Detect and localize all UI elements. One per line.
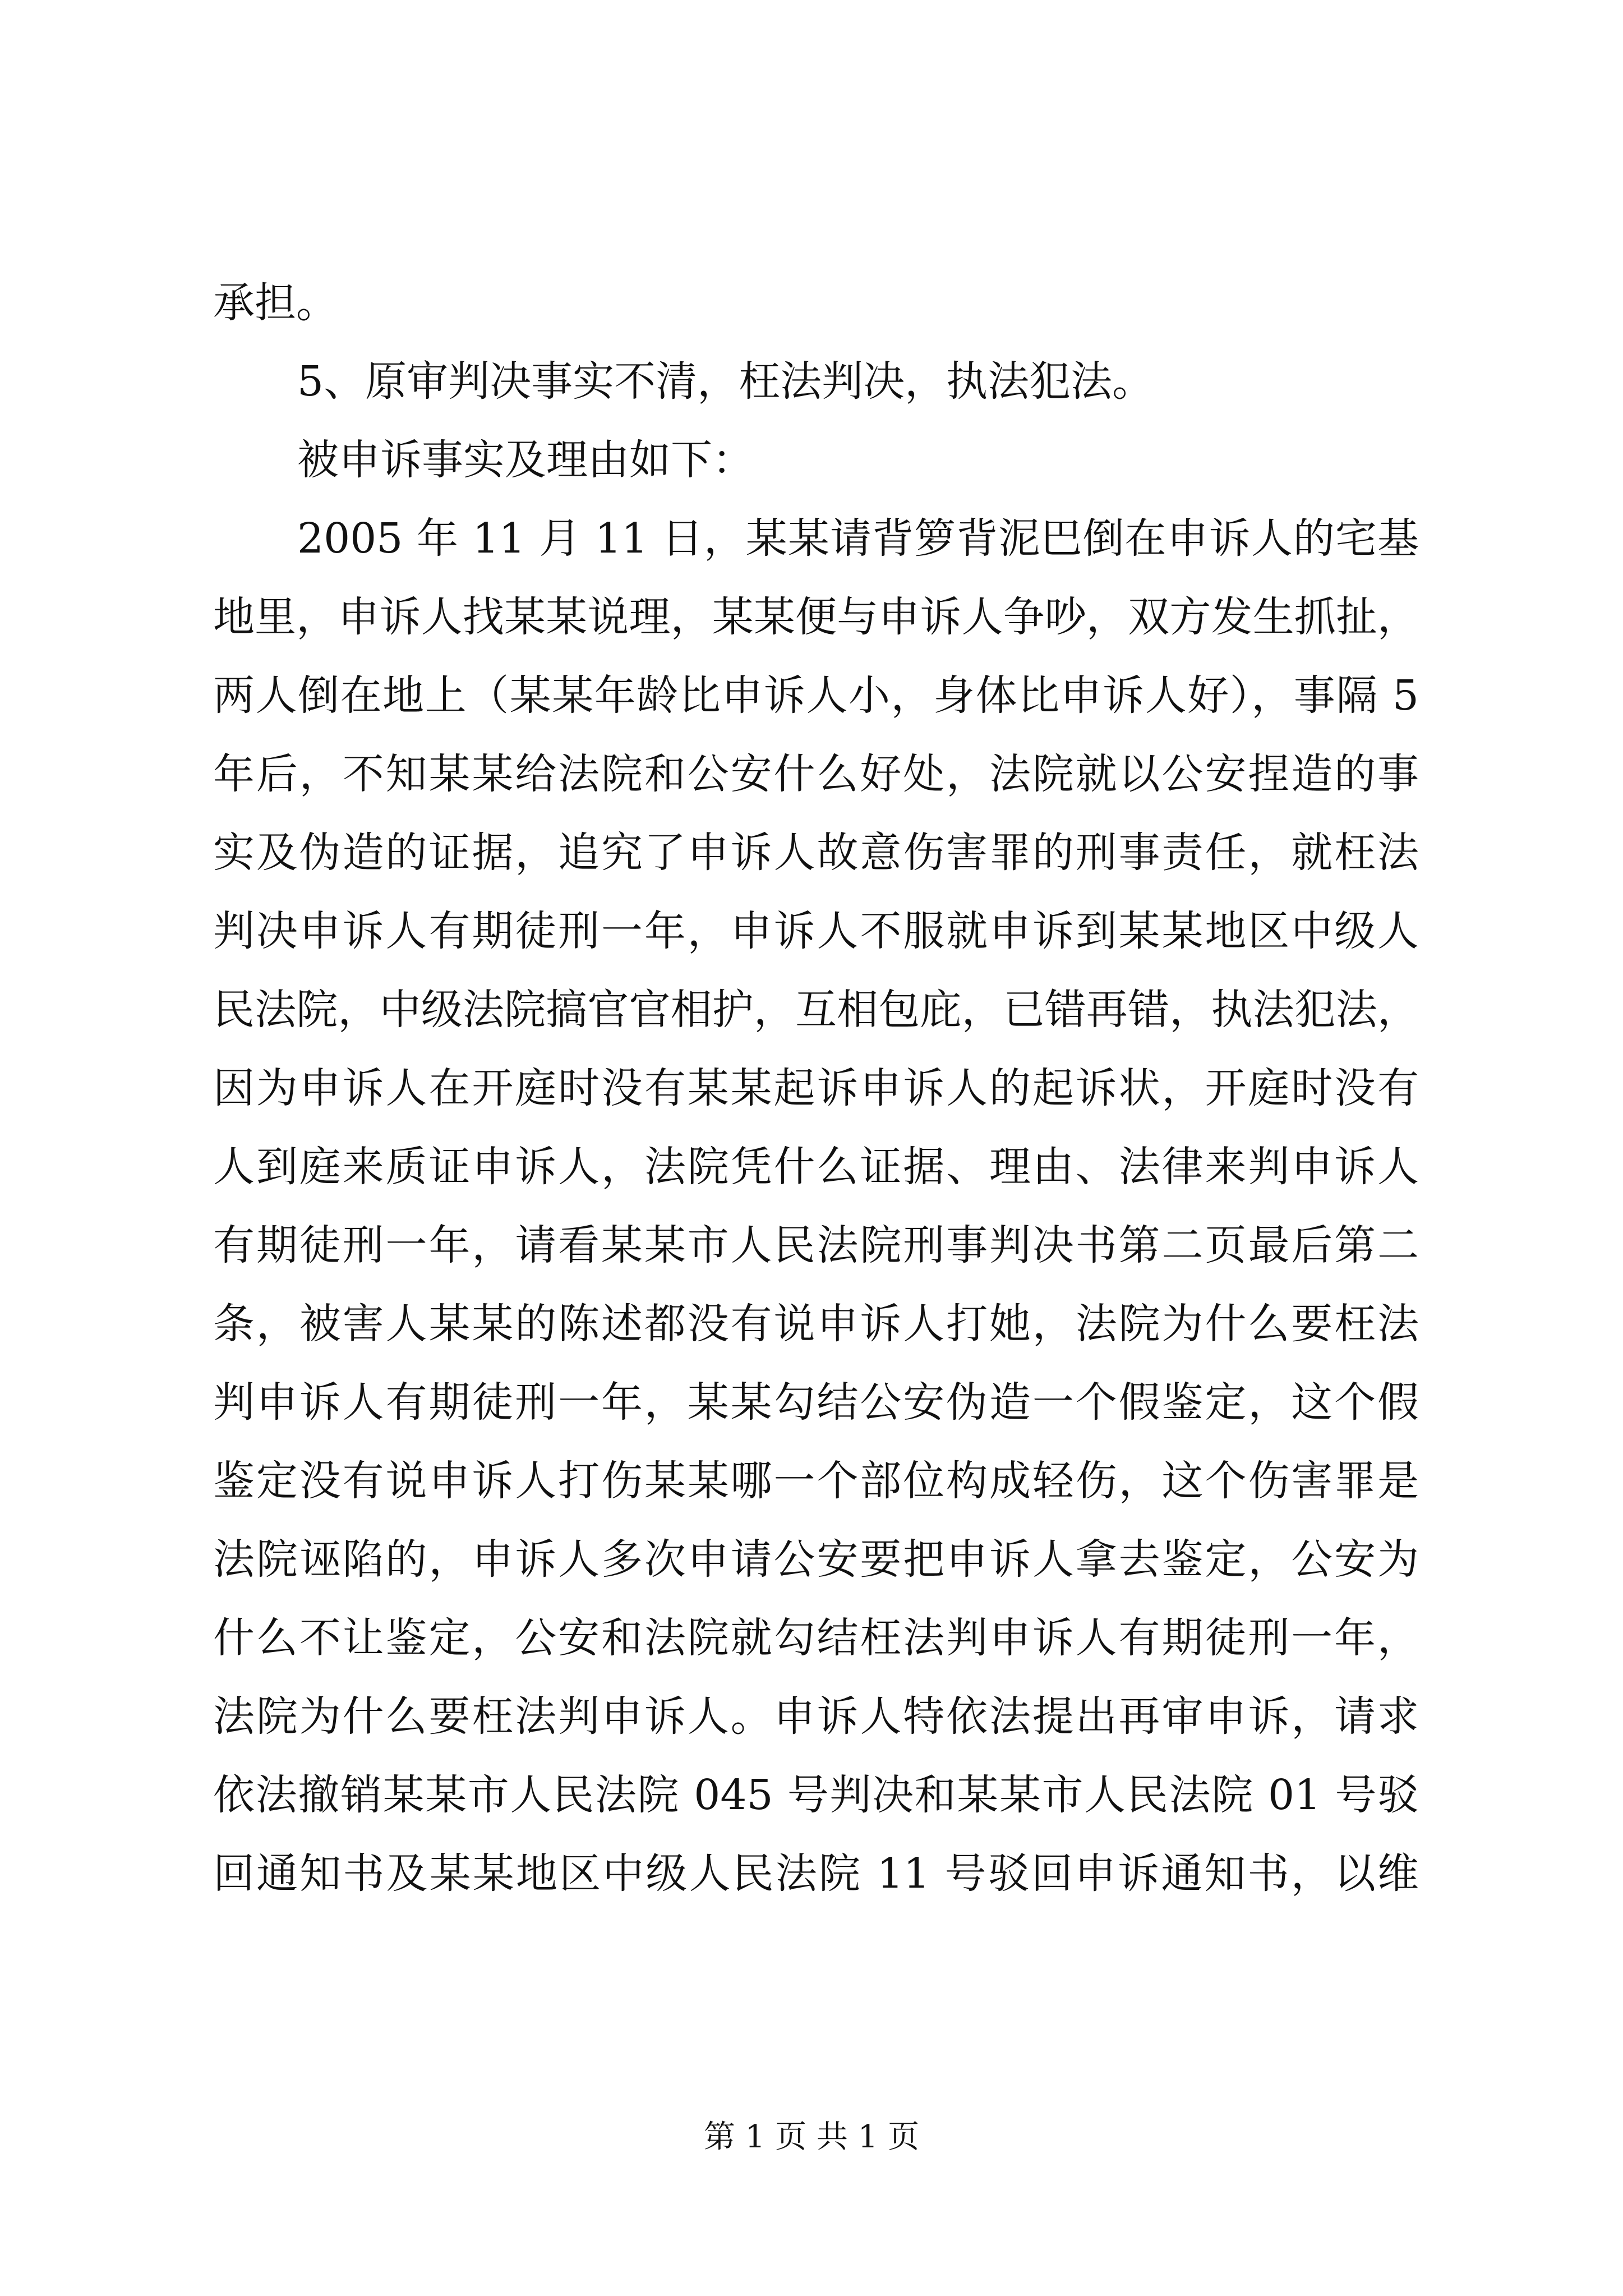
- paragraph-line: 法院诬陷的，申诉人多次申请公安要把申诉人拿去鉴定，公安为: [213, 1535, 1419, 1584]
- paragraph-line: 有期徒刑一年，请看某某市人民法院刑事判决书第二页最后第二: [213, 1221, 1419, 1269]
- paragraph-line: 实及伪造的证据，追究了申诉人故意伤害罪的刑事责任，就枉法: [213, 829, 1419, 877]
- paragraph-line: 法院为什么要枉法判申诉人。申诉人特依法提出再审申诉，请求: [213, 1692, 1419, 1741]
- paragraph-line: 2005 年 11 月 11 日，某某请背箩背泥巴倒在申诉人的宅基: [297, 514, 1419, 563]
- paragraph-line: 年后，不知某某给法院和公安什么好处，法院就以公安捏造的事: [213, 750, 1419, 798]
- paragraph-line: 什么不让鉴定，公安和法院就勾结枉法判申诉人有期徒刑一年，: [213, 1614, 1419, 1662]
- paragraph-line: 因为申诉人在开庭时没有某某起诉申诉人的起诉状，开庭时没有: [213, 1064, 1419, 1112]
- paragraph-line: 5、原审判决事实不清，枉法判决，执法犯法。: [297, 357, 1154, 406]
- paragraph-line: 回通知书及某某地区中级人民法院 11 号驳回申诉通知书，以维: [213, 1849, 1419, 1898]
- paragraph-line: 地里，申诉人找某某说理，某某便与申诉人争吵，双方发生抓扯，: [213, 593, 1419, 641]
- paragraph-line: 两人倒在地上（某某年龄比申诉人小，身体比申诉人好），事隔 5: [213, 671, 1419, 720]
- paragraph-line: 判决申诉人有期徒刑一年，申诉人不服就申诉到某某地区中级人: [213, 907, 1419, 955]
- paragraph-line: 依法撤销某某市人民法院 045 号判决和某某市人民法院 01 号驳: [213, 1771, 1419, 1819]
- paragraph-line: 人到庭来质证申诉人，法院凭什么证据、理由、法律来判申诉人: [213, 1143, 1419, 1191]
- paragraph-line: 承担。: [213, 279, 338, 327]
- paragraph-line: 鉴定没有说申诉人打伤某某哪一个部位构成轻伤，这个伤害罪是: [213, 1457, 1419, 1505]
- paragraph-line: 判申诉人有期徒刑一年，某某勾结公安伪造一个假鉴定，这个假: [213, 1378, 1419, 1427]
- paragraph-line: 民法院，中级法院搞官官相护，互相包庇，已错再错，执法犯法，: [213, 986, 1419, 1034]
- page-number-footer: 第 1 页 共 1 页: [703, 2119, 920, 2155]
- paragraph-line: 条，被害人某某的陈述都没有说申诉人打她，法院为什么要枉法: [213, 1300, 1419, 1348]
- paragraph-line: 被申诉事实及理由如下：: [297, 436, 754, 484]
